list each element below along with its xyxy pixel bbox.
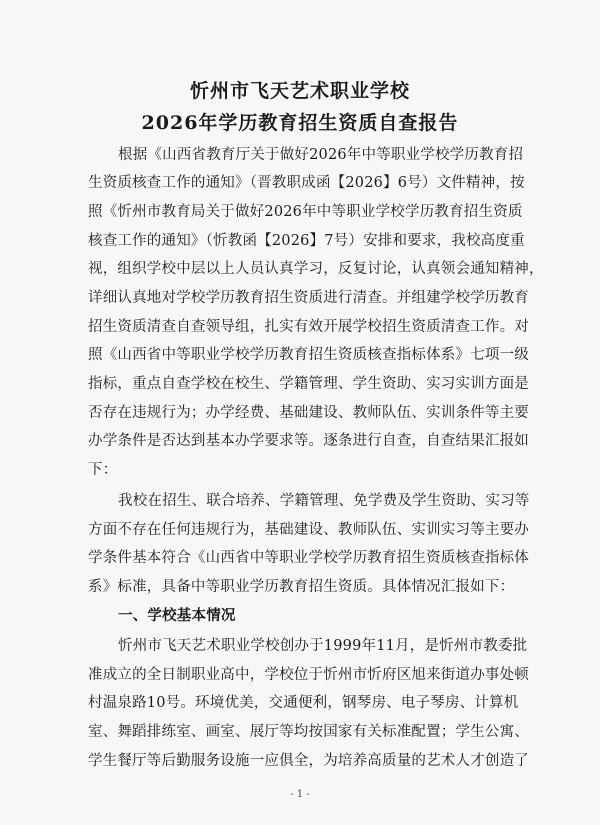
page-number: - 1 - bbox=[290, 789, 310, 800]
body-line: 办学条件是否达到基本办学要求等。逐条进行自查，自查结果汇报如 bbox=[88, 433, 529, 449]
body-line: 视，组织学校中层以上人员认真学习，反复讨论，认真领会通知精神， bbox=[88, 261, 544, 277]
body-line: 否存在违规行为；办学经费、基础建设、教师队伍、实训条件等主要 bbox=[88, 405, 529, 421]
body-line: 村温泉路10号。环境优美，交通便利，钢琴房、电子琴房、计算机 bbox=[88, 695, 519, 711]
body-line: 照《山西省中等职业学校学历教育招生资质核查指标体系》七项一级 bbox=[88, 347, 529, 363]
document-title-school: 忻州市飞天艺术职业学校 bbox=[189, 80, 410, 102]
body-line: 忻州市飞天艺术职业学校创办于1999年11月，是忻州市教委批 bbox=[118, 638, 528, 654]
body-line: 根据《山西省教育厅关于做好2026年中等职业学校学历教育招 bbox=[118, 147, 524, 163]
body-line: 系》标准，具备中等职业学历教育招生资质。具体情况汇报如下： bbox=[88, 579, 515, 595]
document-title-report: 2026年学历教育招生资质自查报告 bbox=[141, 112, 459, 134]
body-line: 招生资质清查自查领导组，扎实有效开展学校招生资质清查工作。对 bbox=[88, 319, 529, 335]
body-line: 我校在招生、联合培养、学籍管理、免学费及学生资助、实习等 bbox=[118, 493, 530, 509]
body-line: 方面不存在任何违规行为，基础建设、教师队伍、实训实习等主要办 bbox=[88, 522, 529, 538]
body-line: 指标，重点自查学校在校生、学籍管理、学生资助、实习实训方面是 bbox=[88, 376, 529, 392]
body-line: 生资质核查工作的通知》（晋教职成函【2026】6号）文件精神，按 bbox=[88, 175, 525, 191]
body-line: 学生餐厅等后勤服务设施一应俱全，为培养高质量的艺术人才创造了 bbox=[88, 753, 529, 769]
body-line: 准成立的全日制职业高中，学校位于忻州市忻府区旭来街道办事处顿 bbox=[88, 667, 529, 683]
body-line: 核查工作的通知》（忻教函【2026】7号）安排和要求，我校高度重 bbox=[88, 233, 525, 249]
body-line: 下： bbox=[88, 462, 118, 478]
body-line: 详细认真地对学校学历教育招生资质进行清查。并组建学校学历教育 bbox=[88, 290, 529, 306]
body-line: 学条件基本符合《山西省中等职业学校学历教育招生资质核查指标体 bbox=[88, 550, 529, 566]
body-line: 照《忻州市教育局关于做好2026年中等职业学校学历教育招生资质 bbox=[88, 204, 523, 220]
body-line: 室、舞蹈排练室、画室、展厅等均按国家有关标准配置；学生公寓、 bbox=[88, 724, 529, 740]
section-heading: 一、学校基本情况 bbox=[118, 607, 236, 624]
